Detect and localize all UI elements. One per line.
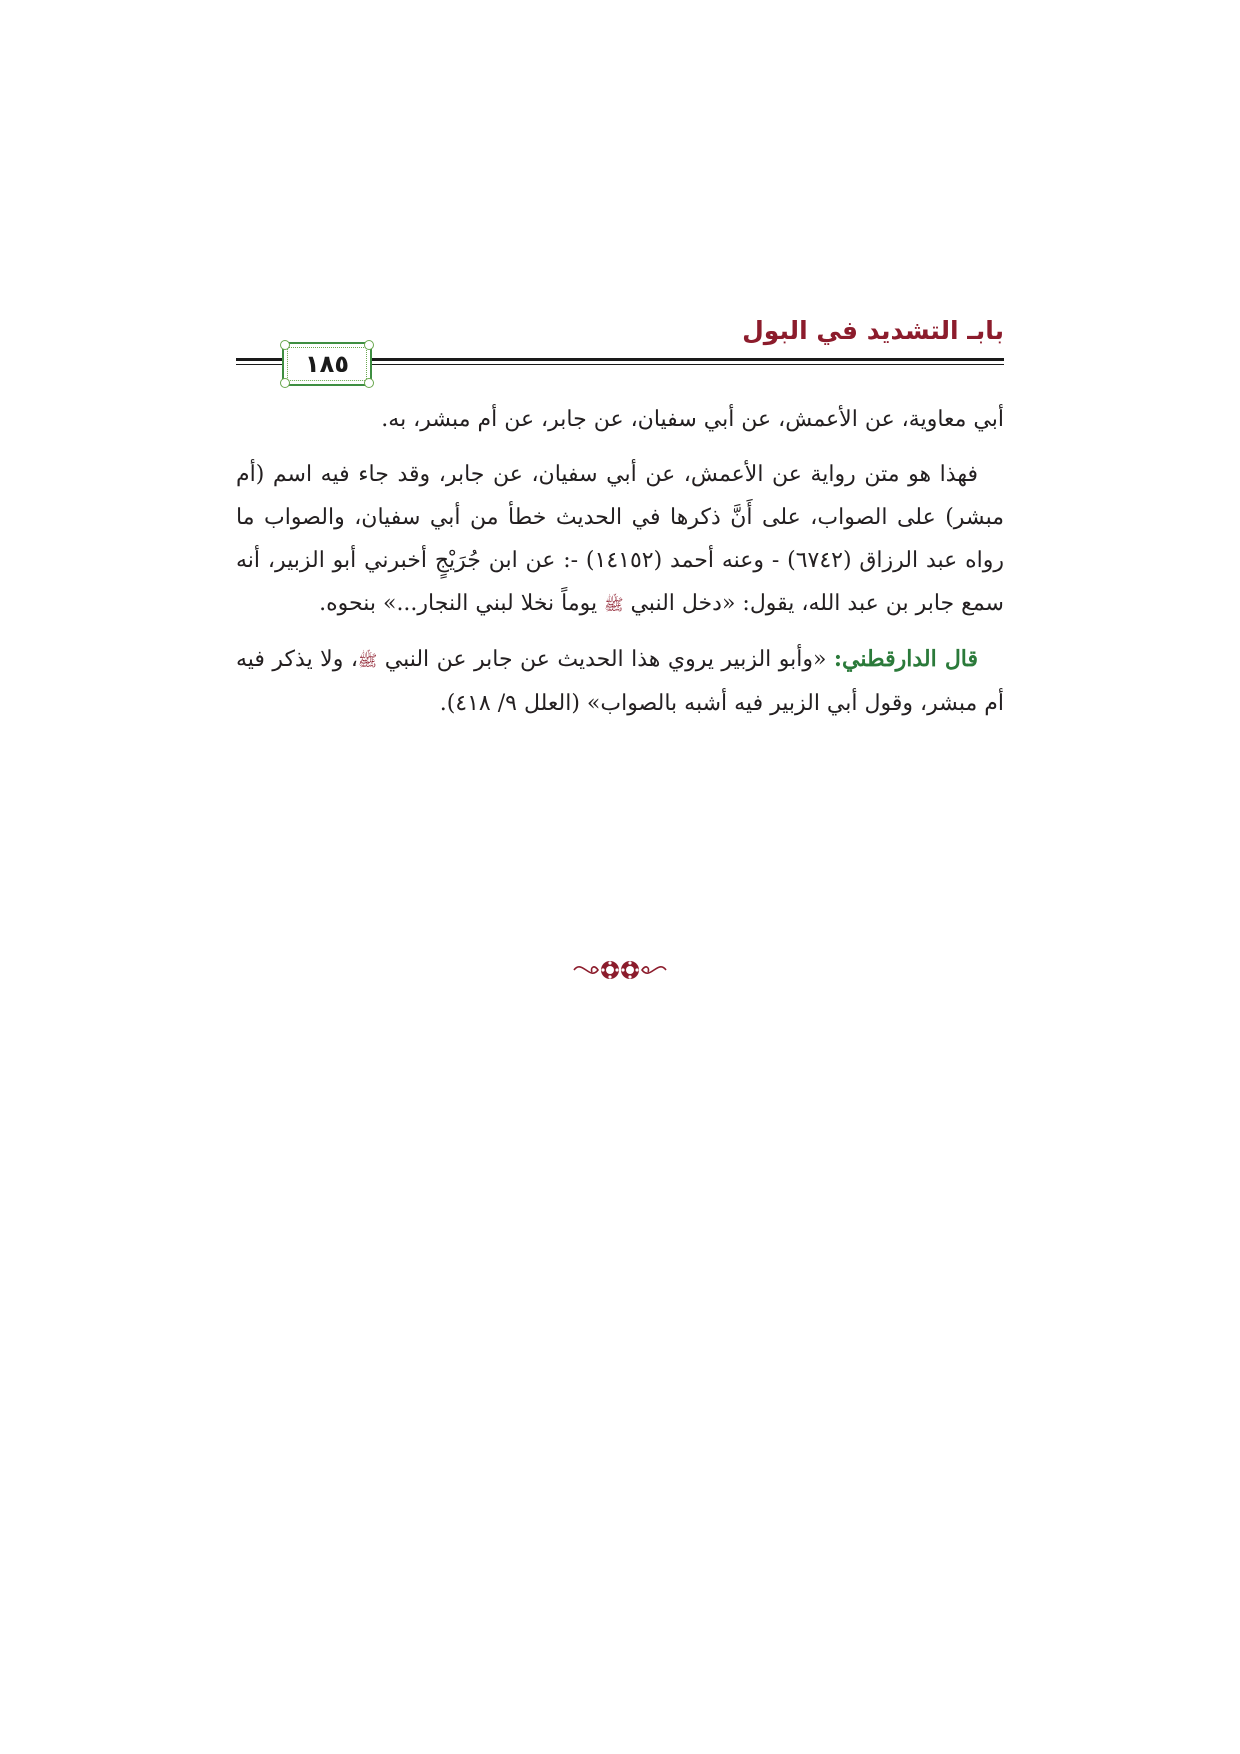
body-paragraph-3 xyxy=(236,638,1004,725)
honorific-symbol-2: ﷺ xyxy=(357,651,378,670)
paragraph-2-end: يوماً نخلا لبني النجار...» بنحوه. xyxy=(319,591,598,616)
body-line-1-text: أبي معاوية، عن الأعمش، عن أبي سفيان، عن جابر، عن أم مبشر، به. xyxy=(381,407,1004,432)
floral-divider-icon xyxy=(570,955,670,985)
quote-start: «وأبو الزبير يروي هذا الحديث عن جابر عن النبي xyxy=(384,647,827,672)
page-number-frame xyxy=(282,342,372,386)
page-body xyxy=(236,398,1004,737)
page-header xyxy=(236,312,1004,390)
page-number: ١٨٥ xyxy=(305,350,349,378)
paragraph-2-text: فهذا هو متن رواية عن الأعمش، عن أبي سفيان، عن جابر، وقد جاء فيه اسم (أم مبشر) على الصواب، على أَنَّ ذكرها في الحديث خطأ من أبي سفيان، والصواب ما رواه عبد الرزاق (٦٧٤٢) - وعنه أحمد (١٤١٥٢) -: عن ابن جُرَيْجٍ أخبرني أبو الزبير، أنه سمع جابر بن عبد الله، يقول: «دخل النبي xyxy=(236,462,1004,616)
quote-end: ، ولا يذكر فيه أم مبشر، وقول أبي الزبير فيه أشبه بالصواب» (العلل ٩/ ٤١٨). xyxy=(236,647,1004,716)
honorific-symbol: ﷺ xyxy=(604,595,624,614)
chapter-title: بابـ التشديد في البول xyxy=(742,316,1004,345)
quote-speaker: قال الدارقطني: xyxy=(833,646,979,672)
body-paragraph-2 xyxy=(236,453,1004,626)
body-line-1 xyxy=(236,398,1004,441)
